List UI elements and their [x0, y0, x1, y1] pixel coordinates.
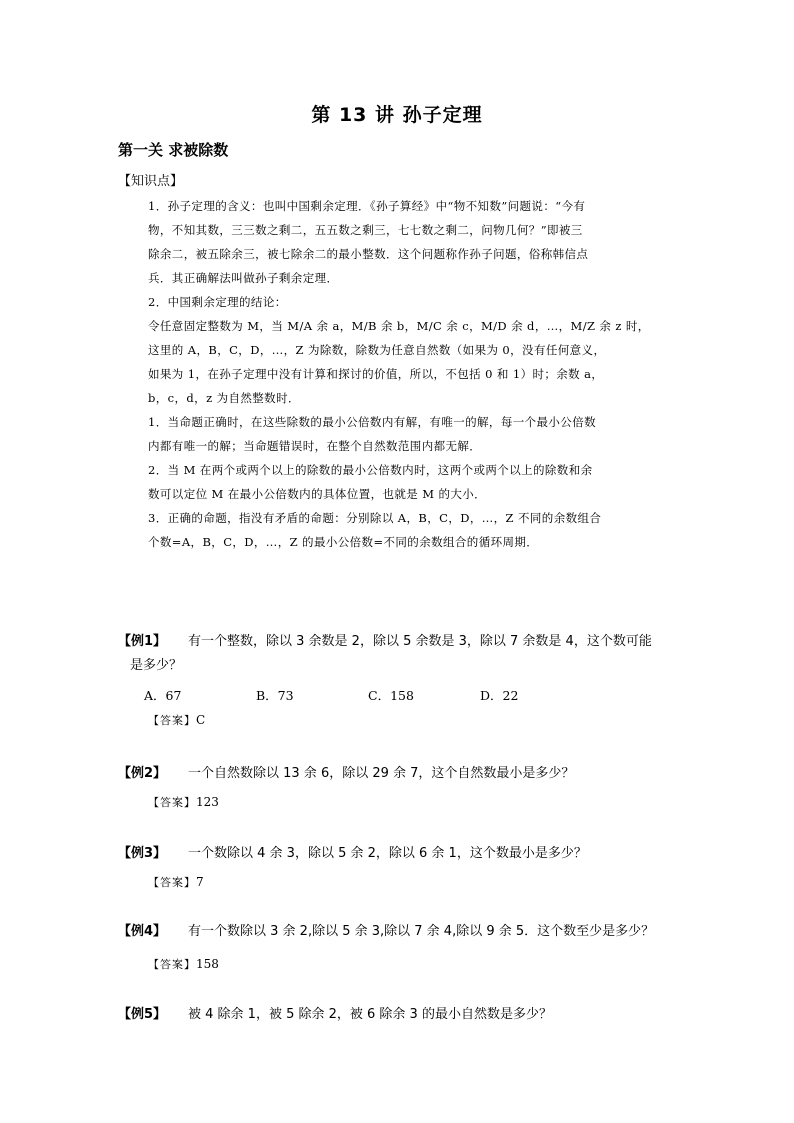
example-label: 【例5】 [118, 1007, 167, 1022]
example-question: 被 4 除余 1，被 5 除余 2，被 6 除余 3 的最小自然数是多少？ [188, 1007, 552, 1022]
example-question: 一个自然数除以 13 余 6，除以 29 余 7，这个自然数最小是多少？ [188, 766, 575, 781]
answer-line [118, 794, 678, 810]
kp-line: 兵．其正确解法叫做孙子剩余定理． [148, 271, 339, 285]
kp-line: b，c，d，z 为自然整数时． [148, 391, 300, 405]
kp-line: 2．中国剩余定理的结论： [148, 295, 287, 309]
knowledge-point-label: 【知识点】 [118, 174, 184, 189]
choice-d: D．22 [480, 688, 519, 703]
kp-line: 1．孙子定理的含义：也叫中国剩余定理．《孙子算经》中“物不知数”问题说：“今有 [148, 199, 586, 213]
kp-line: 3．正确的命题，指没有矛盾的命题：分别除以 A，B，C，D，…，Z 不同的余数组合 [148, 511, 602, 525]
choice-b: B．73 [256, 688, 294, 703]
kp-line: 这里的 A，B，C，D，…，Z 为除数，除数为任意自然数（如果为 0，没有任何意义， [148, 343, 606, 357]
example-question: 有一个整数，除以 3 余数是 2，除以 5 余数是 3，除以 7 余数是 4，这个数可能 [188, 634, 652, 649]
answer-label: 【答案】 [148, 876, 196, 889]
answer-line [118, 956, 678, 972]
example-question: 一个数除以 4 余 3，除以 5 余 2，除以 6 余 1，这个数最小是多少？ [188, 846, 587, 861]
answer-label: 【答案】 [148, 796, 196, 809]
example-label: 【例2】 [118, 766, 167, 781]
answer-label: 【答案】 [148, 958, 196, 971]
kp-line: 2．当 M 在两个或两个以上的除数的最小公倍数内时，这两个或两个以上的除数和余 [148, 463, 593, 477]
answer-label: 【答案】 [148, 714, 196, 727]
answer-line [118, 874, 678, 890]
answer-value: C [196, 713, 206, 727]
example-4 [118, 920, 678, 972]
example-5 [118, 1003, 678, 1027]
example-question-cont: 是多少？ [130, 658, 183, 673]
example-3 [118, 842, 678, 890]
choice-list [118, 686, 678, 704]
example-label: 【例4】 [118, 924, 167, 939]
answer-value: 158 [196, 957, 219, 971]
example-label: 【例1】 [118, 634, 167, 649]
kp-line: 个数=A，B，C，D，…，Z 的最小公倍数=不同的余数组合的循环周期． [148, 535, 539, 549]
lecture-title: 第 13 讲 孙子定理 [311, 104, 483, 126]
example-1 [118, 630, 678, 728]
answer-line [118, 712, 678, 728]
answer-value: 7 [196, 875, 204, 889]
kp-line: 物，不知其数，三三数之剩二，五五数之剩三，七七数之剩二，问物几何？”即被三 [148, 223, 583, 237]
kp-line: 数可以定位 M 在最小公倍数内的具体位置，也就是 M 的大小． [148, 487, 487, 501]
answer-value: 123 [196, 795, 219, 809]
choice-c: C．158 [368, 688, 414, 703]
example-label: 【例3】 [118, 846, 167, 861]
choice-a: A．67 [144, 688, 182, 703]
kp-line: 令任意固定整数为 M，当 M/A 余 a，M/B 余 b，M/C 余 c，M/D 余 d，…，M/Z 余 z 时， [148, 319, 650, 333]
section-heading: 第一关 求被除数 [118, 141, 229, 159]
example-question: 有一个数除以 3 余 2,除以 5 余 3,除以 7 余 4,除以 9 余 5．这个数至少是多少？ [188, 924, 655, 939]
kp-line: 除余二，被五除余三，被七除余二的最小整数．这个问题称作孙子问题，俗称韩信点 [148, 247, 589, 261]
example-2 [118, 762, 678, 810]
knowledge-point-text [148, 194, 673, 554]
kp-line: 内都有唯一的解；当命题错误时，在整个自然数范围内都无解． [148, 439, 482, 453]
kp-line: 1．当命题正确时，在这些除数的最小公倍数内有解，有唯一的解，每一个最小公倍数 [148, 415, 597, 429]
kp-line: 如果为 1，在孙子定理中没有计算和探讨的价值，所以，不包括 0 和 1）时；余数 a， [148, 367, 604, 381]
